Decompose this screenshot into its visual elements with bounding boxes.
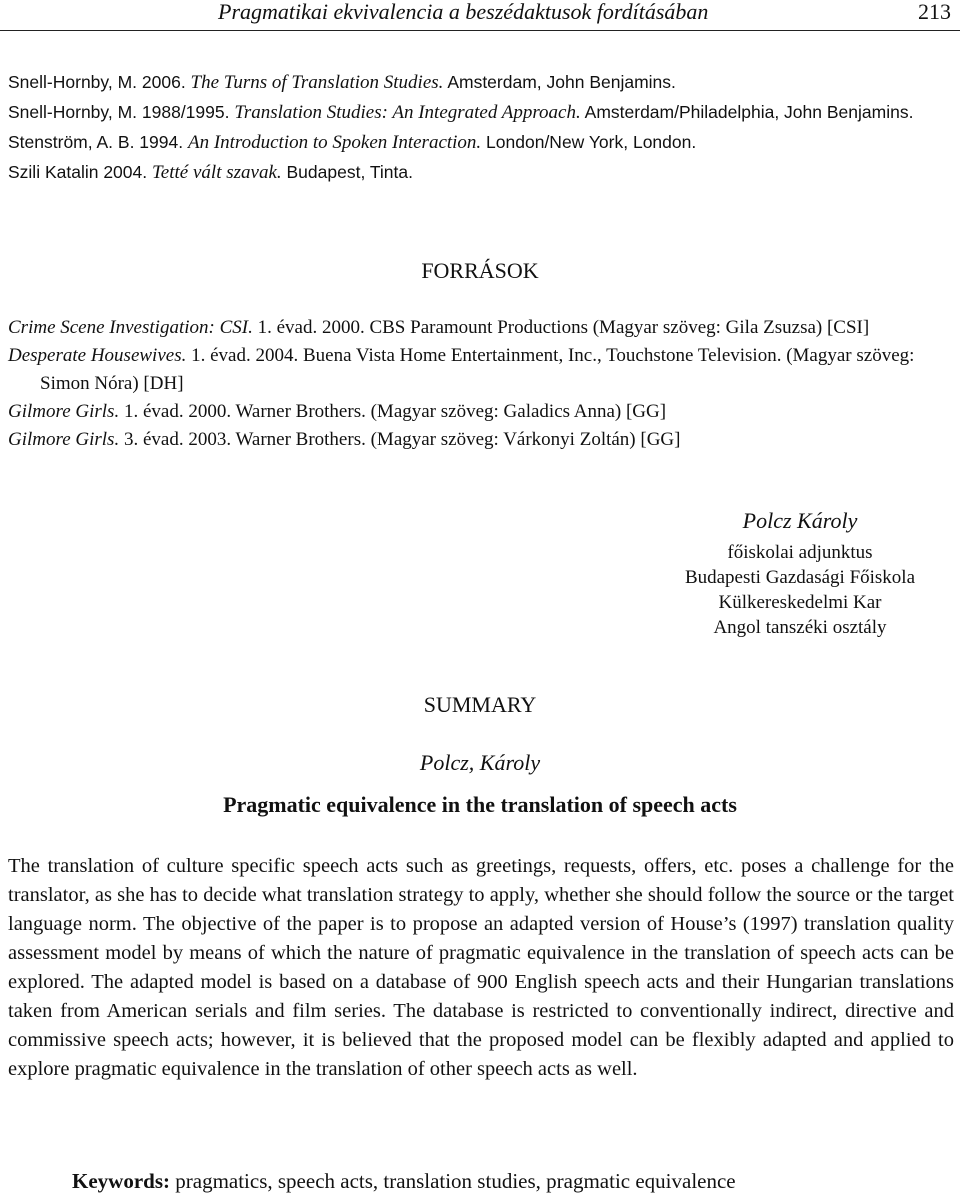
running-title: Pragmatikai ekvivalencia a beszédaktusok fordításában — [218, 0, 709, 24]
author-name: Polcz Károly — [742, 508, 858, 533]
running-header — [0, 0, 960, 31]
affiliation-line: Angol tanszéki osztály — [713, 617, 887, 638]
reference-item: Szili Katalin 2004. Tetté vált szavak. Budapest, Tinta. — [8, 162, 413, 183]
affiliation-line: főiskolai adjunktus — [727, 542, 873, 563]
sources-heading: FORRÁSOK — [421, 258, 539, 283]
affiliation-line: Budapesti Gazdasági Főiskola — [684, 567, 916, 588]
source-item: Gilmore Girls. 3. évad. 2003. Warner Brothers. (Magyar szöveg: Várkonyi Zoltán) [GG] — [8, 429, 681, 450]
summary-abstract: The translation of culture specific speech acts such as greetings, requests, offers, etc. poses a challenge for the translator, as she has to decide what translation strategy to apply, whether she should follow the source or the target language norm. The objective of the paper is to propose an adapted version of House’s (1997) translation quality assessment model by means of which the nature of pragmatic equivalence in the translation of speech acts can be explored. The adapted model is based on a database of 900 English speech acts and their Hungarian translations taken from American serials and film series. The database is restricted to conventionally indirect, directive and commissive speech acts; however, it is believed that the proposed model can be flexibly adapted and applied to explore pragmatic equivalence in the translation of other speech acts as well. — [8, 855, 954, 1080]
summary-heading: SUMMARY — [423, 692, 537, 717]
summary-paper-title: Pragmatic equivalence in the translation of speech acts — [223, 792, 737, 817]
summary-author: Polcz, Károly — [419, 750, 541, 775]
source-item: Crime Scene Investigation: CSI. 1. évad. 2000. CBS Paramount Productions (Magyar szöveg: Gila Zsuzsa) [CSI] — [8, 317, 870, 338]
reference-list — [8, 68, 953, 188]
sources-list — [8, 314, 953, 454]
reference-item: Stenström, A. B. 1994. An Introduction to Spoken Interaction. London/New York, London. — [8, 132, 697, 153]
reference-item: Snell-Hornby, M. 1988/1995. Translation Studies: An Integrated Approach. Amsterdam/Philadelphia, John Benjamins. — [8, 102, 914, 123]
author-affiliation — [650, 506, 950, 640]
source-item: Gilmore Girls. 1. évad. 2000. Warner Brothers. (Magyar szöveg: Galadics Anna) [GG] — [8, 401, 667, 422]
keywords-line — [72, 1169, 736, 1194]
source-item: Desperate Housewives. 1. évad. 2004. Buena Vista Home Entertainment, Inc., Touchstone Television. (Magyar szöveg: Simon Nóra) [DH] — [8, 345, 915, 394]
reference-item: Snell-Hornby, M. 2006. The Turns of Translation Studies. Amsterdam, John Benjamins. — [8, 72, 676, 93]
affiliation-line: Külkereskedelmi Kar — [718, 592, 882, 613]
keywords-list: pragmatics, speech acts, translation studies, pragmatic equivalence — [170, 1169, 736, 1193]
page-number: 213 — [918, 0, 951, 24]
keywords-label: Keywords: — [72, 1169, 170, 1193]
